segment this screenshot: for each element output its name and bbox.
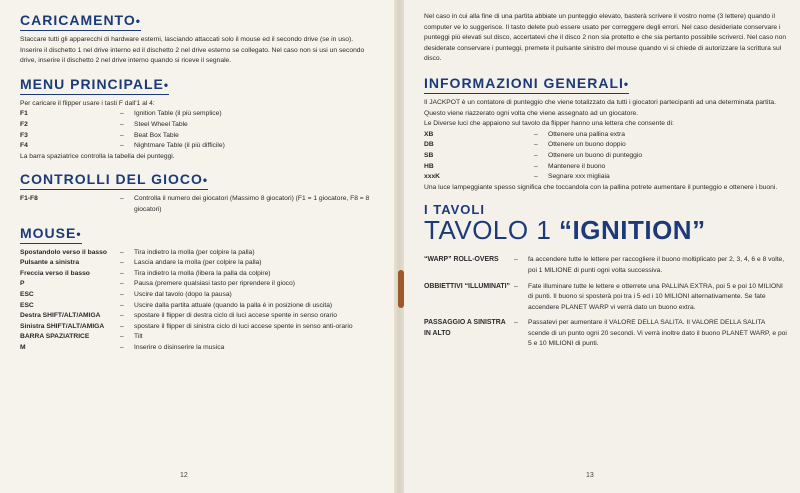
- menu-row: [20, 109, 374, 120]
- mouse-row: [20, 343, 374, 354]
- dash: –: [120, 343, 124, 351]
- tavolo-row: [424, 255, 788, 276]
- menu-outro: La barra spaziatrice controlla la tabella dei punteggi.: [20, 152, 175, 160]
- info-text3: Una luce lampeggiante spesso significa che toccandola con la pallina potrete aumentare il punteggio e ottenere i buoni.: [424, 183, 778, 191]
- mouse-row-key: ESC: [20, 290, 34, 298]
- mouse-heading: MOUSE•: [20, 225, 82, 244]
- dash: –: [534, 141, 538, 149]
- dash: –: [120, 280, 124, 288]
- info-row: [424, 130, 788, 141]
- info-text2: Le Diverse luci che appaiono sul tavolo da flipper hanno una lettera che consente di:: [424, 120, 674, 128]
- mouse-row-desc: Tira indietro la molla (libera la palla da colpire): [134, 269, 271, 277]
- mouse-row: [20, 301, 374, 312]
- info-row: [424, 151, 788, 162]
- mouse-row: [20, 279, 374, 290]
- info-row-key: HB: [424, 162, 434, 170]
- mouse-row-desc: Tira indietro la molla (per colpire la palla): [134, 248, 255, 256]
- right-page: [404, 0, 800, 493]
- info-row-desc: Segnare xxx migliaia: [548, 173, 610, 181]
- dash: –: [534, 151, 538, 159]
- caricamento-section: [20, 12, 374, 67]
- mouse-row-key: M: [20, 343, 26, 351]
- info-row: [424, 140, 788, 151]
- dash: –: [120, 333, 124, 341]
- dash: –: [120, 312, 124, 320]
- menu-row-key: F2: [20, 120, 28, 128]
- tavoli-subheading: I TAVOLI: [424, 202, 485, 218]
- tavolo-row: [424, 282, 788, 314]
- info-text1: Il JACKPOT è un contatore di punteggio che viene totalizzato da tutti i giocatori partecipanti ad una determinata partita. Questo viene riazzerato ogni volta che viene assegnato ad un giocatore.: [424, 98, 776, 117]
- mouse-row-desc: Pausa (premere qualsiasi tasto per riprendere il gioco): [134, 280, 295, 288]
- info-row-desc: Ottenere un buono doppio: [548, 141, 626, 149]
- dash: –: [514, 256, 518, 264]
- dash: –: [514, 282, 518, 290]
- dash: –: [120, 142, 124, 150]
- menu-row: [20, 131, 374, 142]
- info-row-desc: Mantenere il buono: [548, 162, 606, 170]
- dash: –: [120, 269, 124, 277]
- controlli-row: [20, 194, 374, 215]
- info-row-desc: Ottenere un buono di punteggio: [548, 151, 643, 159]
- mouse-row-desc: Tilt: [134, 333, 143, 341]
- menu-row-desc: Nightmare Table (il più difficile): [134, 142, 225, 150]
- info-row-key: SB: [424, 151, 434, 159]
- dash: –: [534, 173, 538, 181]
- tavolo-row-key: PASSAGGIO A SINISTRA IN ALTO: [424, 319, 506, 337]
- tavolo-row-key: “WARP” ROLL-OVERS: [424, 256, 499, 264]
- mouse-row-key: ESC: [20, 301, 34, 309]
- mouse-row-desc: spostare il flipper di destra ciclo di luci accese spente in senso orario: [134, 312, 337, 320]
- dash: –: [120, 120, 124, 128]
- mouse-row-key: Destra SHIFT/ALT/AMIGA: [20, 312, 101, 320]
- menu-row-key: F3: [20, 131, 28, 139]
- controlli-heading: CONTROLLI DEL GIOCO•: [20, 171, 208, 190]
- mouse-row: [20, 269, 374, 280]
- dash: –: [120, 259, 124, 267]
- mouse-row-desc: spostare il flipper di sinistra ciclo di luci accese spente in senso anti-orario: [134, 322, 353, 330]
- tavolo-row-desc: fa accendere tutte le lettere per raccogliere il buono moltiplicato per 2, 3, 4, 6 e 8 volte, poi 1 MILIONE di punti ogni volta successiva.: [528, 256, 785, 274]
- dash: –: [120, 195, 124, 203]
- dash: –: [120, 290, 124, 298]
- mouse-row-desc: Lascia andare la molla (per colpire la palla): [134, 259, 262, 267]
- mouse-row: [20, 290, 374, 301]
- intro-text: Nel caso in cui alla fine di una partita abbiate un punteggio elevato, basterà scrivere il vostro nome (3 lettere) quando il computer ve lo suggerisce. Il tasto delete può essere usato per correggere degli errori. Nel caso desideriate conservare i punteggi più elevati sul disco, accertatevi che il disco 2 non sia protetto e che sia pertanto possibile scriverci. Nel caso non desiderate conservare i punteggi, premete il pulsante sinistro del mouse quando vi si chiede di autorizzare la scrittura sul disco.: [424, 13, 787, 63]
- tavoli-section: [424, 202, 788, 350]
- menu-heading: MENU PRINCIPALE•: [20, 76, 169, 95]
- info-row-key: XB: [424, 130, 434, 138]
- dash: –: [120, 301, 124, 309]
- tavolo-row-desc: Fate illuminare tutte le lettere e otterrete una PALLINA EXTRA, poi 5 e poi 10 MILIONI di punti. Il buono si sposterà poi tra i 5 ed i 10 MILIONI alternativamente. Se fate accendere PLANET WARP vi verrà dato un buono extra.: [528, 282, 783, 311]
- dash: –: [120, 322, 124, 330]
- controlli-desc: Controlla il numero dei giocatori (Massimo 8 giocatori) (F1 = 1 giocatore, F8 = 8 giocatori): [134, 195, 370, 213]
- tavolo-row: [424, 318, 788, 350]
- info-row-key: DB: [424, 141, 434, 149]
- menu-row: [20, 141, 374, 152]
- mouse-row: [20, 332, 374, 343]
- tavolo-row-key: OBBIETTIVI “ILLUMINATI”: [424, 282, 510, 290]
- dash: –: [534, 130, 538, 138]
- mouse-row-key: Freccia verso il basso: [20, 269, 90, 277]
- menu-row-desc: Beat Box Table: [134, 131, 179, 139]
- menu-row-key: F1: [20, 110, 28, 118]
- info-row: [424, 162, 788, 173]
- mouse-row-key: P: [20, 280, 25, 288]
- tavolo-row-desc: Passatevi per aumentare il VALORE DELLA SALITA. Il VALORE DELLA SALITA scende di un punto ogni 20 secondi. Vi verrà inoltre dato il buono PLANET WARP, e poi 5 e 10 MILIONI di punti.: [528, 319, 787, 348]
- controlli-key: F1-F8: [20, 195, 38, 203]
- controlli-section: [20, 171, 374, 215]
- caricamento-text: Staccare tutti gli apparecchi di hardware esterni, lasciando attaccati solo il mouse ed il secondo drive (se in uso). Inserire il dischetto 1 nel drive interno ed il dischetto 2 nel drive esterno se collegato. Nel caso non si usi un secondo drive, inserire il dischetto 2 nel drive interno quando si riceve il segnale.: [20, 36, 365, 65]
- info-row-desc: Ottenere una pallina extra: [548, 130, 625, 138]
- dash: –: [120, 110, 124, 118]
- menu-intro: Per caricare il flipper usare i tasti F dall'1 al 4:: [20, 99, 155, 107]
- mouse-row-key: Spostandolo verso il basso: [20, 248, 107, 256]
- mouse-row-key: BARRA SPAZIATRICE: [20, 333, 90, 341]
- mouse-row-desc: Uscire dal tavolo (dopo la pausa): [134, 290, 232, 298]
- mouse-row: [20, 248, 374, 259]
- dash: –: [120, 248, 124, 256]
- menu-row-desc: Steel Wheel Table: [134, 120, 188, 128]
- dash: –: [514, 319, 518, 327]
- mouse-row-desc: Uscire dalla partita attuale (quando la palla è in posizione di uscita): [134, 301, 333, 309]
- tavolo-title: [424, 215, 788, 246]
- mouse-row-desc: Inserire o disinserire la musica: [134, 343, 225, 351]
- info-section: [424, 75, 788, 193]
- mouse-row-key: Pulsante a sinistra: [20, 259, 80, 267]
- dash: –: [120, 131, 124, 139]
- info-row-key: xxxK: [424, 173, 440, 181]
- left-page: [0, 0, 396, 493]
- info-heading: INFORMAZIONI GENERALI•: [424, 75, 629, 94]
- menu-row-key: F4: [20, 142, 28, 150]
- mouse-row: [20, 258, 374, 269]
- tavolo-title-prefix: TAVOLO 1: [424, 215, 552, 246]
- mouse-row: [20, 322, 374, 333]
- menu-row-desc: Ignition Table (il più semplice): [134, 110, 222, 118]
- menu-row: [20, 120, 374, 131]
- page-number-right: 13: [586, 472, 594, 479]
- mouse-row: [20, 311, 374, 322]
- tavolo-title-name: “IGNITION”: [559, 215, 706, 246]
- page-number-left: 12: [180, 472, 188, 479]
- caricamento-heading: CARICAMENTO•: [20, 12, 141, 31]
- dash: –: [534, 162, 538, 170]
- menu-section: [20, 76, 374, 163]
- info-row: [424, 172, 788, 183]
- mouse-section: [20, 225, 374, 354]
- mouse-row-key: Sinistra SHIFT/ALT/AMIGA: [20, 322, 105, 330]
